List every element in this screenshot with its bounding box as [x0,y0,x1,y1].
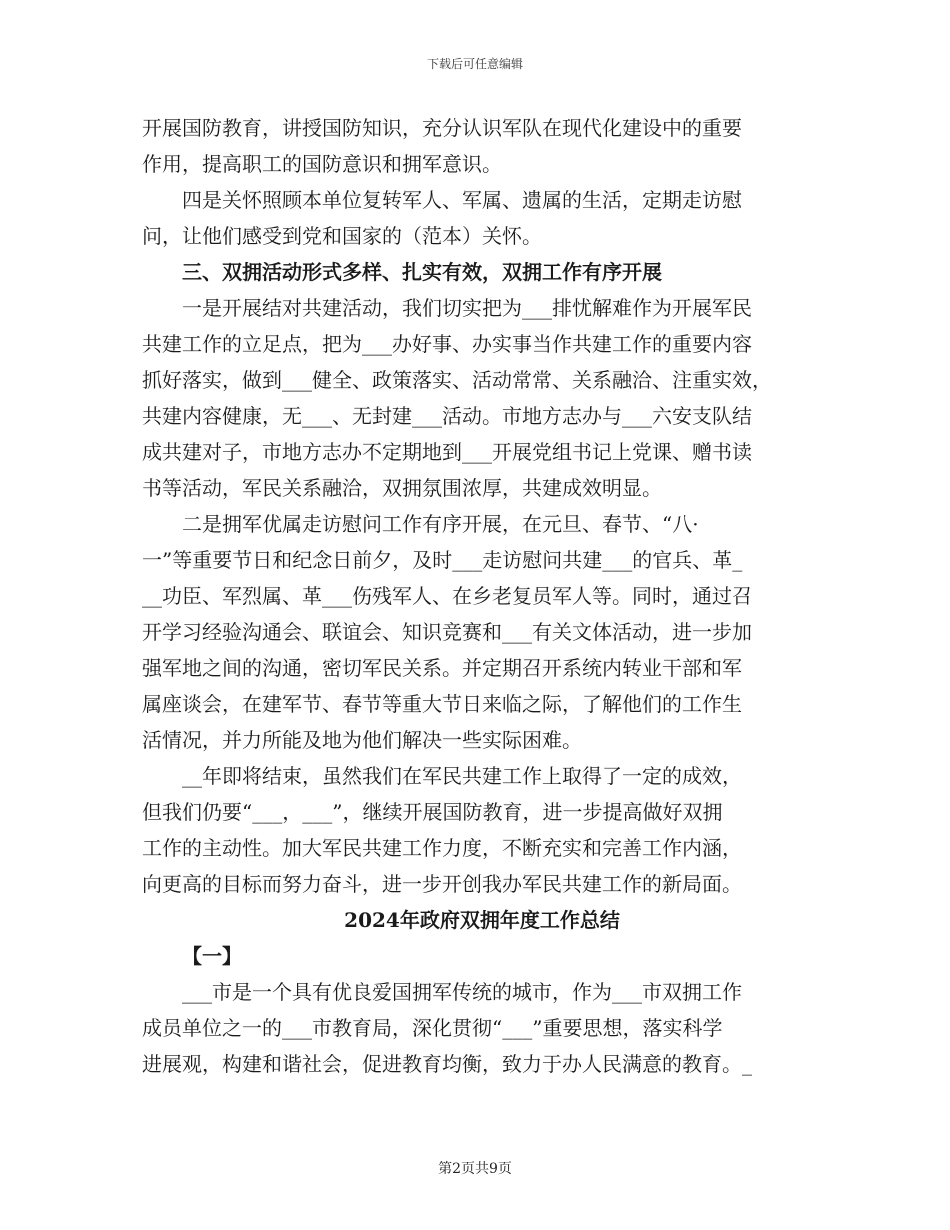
subsection-label: 【一】 [182,944,242,968]
document-body [142,110,822,1082]
text-line: __功臣、军烈属、革___伤残军人、在乡老复员军人等。同时，通过召 [142,584,752,608]
paragraph-national-defense [142,110,822,182]
text-line: 但我们仍要“___，___”，继续开展国防教育，进一步提高做好双拥 [142,800,723,824]
text-line: 工作的主动性。加大军民共建工作力度，不断充实和完善工作内涵， [142,836,742,860]
text-line: 强军地之间的沟通，密切军民关系。并定期召开系统内转业干部和军 [142,656,742,680]
paragraph-year-end [142,758,822,902]
text-line: 一”等重要节日和纪念日前夕，及时___走访慰问共建___的官兵、革_ [142,548,743,572]
text-line: 进展观，构建和谐社会，促进教育均衡，致力于办人民满意的教育。_ [142,1052,752,1076]
text-line: 四是关怀照顾本单位复转军人、军属、遗属的生活，定期走访慰 [182,188,742,212]
text-line: 开学习经验沟通会、联谊会、知识竞赛和___有关文体活动，进一步加 [142,620,752,644]
section-heading: 三、双拥活动形式多样、扎实有效，双拥工作有序开展 [182,260,662,284]
text-line: 一是开展结对共建活动，我们切实把为___排忧解难作为开展军民 [182,296,752,320]
page-number: 第2页共9页 [438,1161,512,1177]
page-header-note: 下载后可任意编辑 [426,57,523,71]
text-line: ___市是一个具有优良爱国拥军传统的城市，作为___市双拥工作 [182,980,742,1004]
text-line: 属座谈会，在建军节、春节等重大节日来临之际，了解他们的工作生 [142,692,742,716]
text-line: 抓好落实，做到___健全、政策落实、活动常常、关系融洽、注重实效， [142,368,772,392]
paragraph-point-one [142,290,822,506]
text-line: 共建内容健康，无___、无封建___活动。市地方志办与___六安支队结 [142,404,752,428]
title-line: 2024年政府双拥年度工作总结 [344,908,620,932]
text-line: 向更高的目标而努力奋斗，进一步开创我办军民共建工作的新局面。 [142,872,742,896]
text-line: 成员单位之一的___市教育局，深化贯彻“___”重要思想，落实科学 [142,1016,723,1040]
text-line: 活情况，并力所能及地为他们解决一些实际困难。 [142,728,582,752]
paragraph-education-bureau [142,974,822,1082]
text-line: __年即将结束，虽然我们在军民共建工作上取得了一定的成效， [182,764,742,788]
text-line: 二是拥军优属走访慰问工作有序开展，在元旦、春节、“八· [182,512,699,536]
text-line: 成共建对子，市地方志办不定期地到___开展党组书记上党课、赠书读 [142,440,752,464]
text-line: 书等活动，军民关系融洽，双拥氛围浓厚，共建成效明显。 [142,476,662,500]
text-line: 问，让他们感受到党和国家的（范本）关怀。 [142,224,542,248]
document-title [142,902,822,938]
section-heading-three [142,254,822,290]
text-line: 开展国防教育，讲授国防知识，充分认识军队在现代化建设中的重要 [142,116,742,140]
text-line: 作用，提高职工的国防意识和拥军意识。 [142,152,502,176]
paragraph-point-four [142,182,822,254]
paragraph-point-two [142,506,822,758]
subsection-marker [142,938,822,974]
text-line: 共建工作的立足点，把为___办好事、办实事当作共建工作的重要内容 [142,332,752,356]
